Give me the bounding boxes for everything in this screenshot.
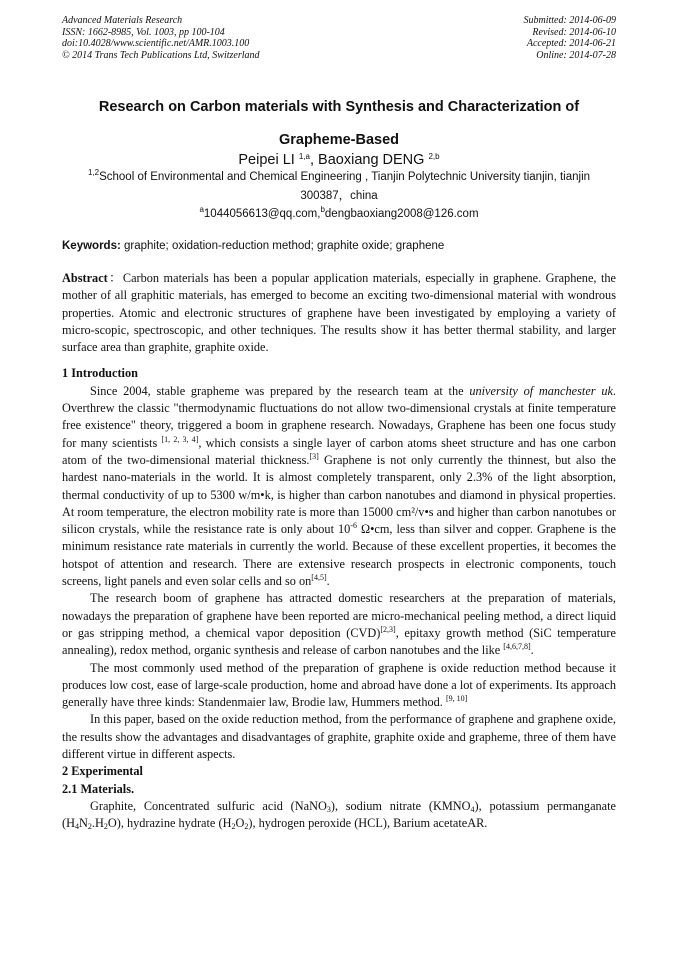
- email-a-marker: a: [199, 205, 204, 214]
- exponent: -6: [350, 521, 357, 531]
- intro-p2-text-2: , epitaxy growth method (SiC temperature annealing), redox method, organic synthesis and release of carbon nanotubes and the like: [62, 625, 616, 658]
- materials-paragraph: [62, 798, 616, 833]
- citation: [2,3]: [380, 624, 396, 634]
- author-1: Peipei LI: [238, 152, 295, 168]
- intro-p1-text-5: Ω•cm, less than silver and copper. Graphene is the minimum resistance rate materials in currently the world. Because of these excellent properties, it becomes the hotspot of attention and research. There are extensive research prospects in electronic components, touch screens, light panels and even solar cells and so on: [62, 522, 616, 589]
- subscript: 2: [231, 822, 236, 832]
- author-1-affil: 1,a: [298, 152, 310, 161]
- intro-p3-text-1: The most commonly used method of the preparation of graphene is oxide reduction method because it produces low cost, ease of large-scale production, home and abroad have done a lot of experiments. Its approach generally have three kinds: Standenmaier law, Brodie law, Hummers method.: [62, 660, 616, 710]
- materials-text-5: .H: [91, 816, 104, 831]
- subscript: 2: [244, 822, 249, 832]
- affiliation-text: School of Environmental and Chemical Engineering , Tianjin Polytechnic University tianjin, tianjin 300387，china: [99, 171, 591, 202]
- author-emails: [40, 205, 638, 223]
- subscript: 3: [326, 804, 331, 814]
- subscript: 2: [87, 822, 92, 832]
- subscript: 4: [470, 804, 475, 814]
- title-line-1: Research on Carbon materials with Synthesis and Characterization of: [98, 99, 580, 115]
- author-separator: ,: [309, 152, 319, 168]
- paper-title: [40, 91, 638, 157]
- intro-p1-text-4: Graphene is not only currently the thinnest, but also the hardest nano-materials in the world. It is almost completely transparent, only 2.3% of the light absorption, thermal conductivity of up to 5300 w/m•k, is higher than carbon nanotubes and diamond in physical properties. At room temperature, the electron mobility rate is more than 15000 cm²/v•s and higher than carbon nanotubes or silicon crystals, while the resistance rate is only about 10: [62, 452, 617, 537]
- section-2-heading: 2 Experimental: [62, 764, 143, 779]
- author-2-affil: 2,b: [428, 152, 440, 161]
- citation: [4,5]: [311, 573, 327, 583]
- journal-doi: doi:10.4028/www.scientific.net/AMR.1003.100: [62, 38, 250, 49]
- subscript: 2: [103, 822, 108, 832]
- intro-p1-text-6: .: [326, 574, 330, 589]
- keywords: [62, 238, 616, 254]
- author-list: [40, 151, 638, 169]
- journal-name: Advanced Materials Research: [62, 15, 183, 26]
- materials-text-7: O: [235, 816, 245, 831]
- email-b: dengbaoxiang2008@126.com: [324, 208, 479, 220]
- intro-p1-text-3: , which consists a single layer of carbon atoms sheet structure and has one carbon atom of the two-dimensional material thickness.: [62, 435, 617, 467]
- intro-paragraph-3: [62, 660, 616, 712]
- date-submitted: Submitted: 2014-06-09: [523, 15, 616, 26]
- abstract-label: Abstract: [62, 271, 108, 285]
- intro-paragraph-4: In this paper, based on the oxide reduction method, from the performance of graphene and graphene oxide, the results show the advantages and disadvantages of graphite, graphite oxide and grapheme, three of them have different virtue in different aspects.: [62, 712, 616, 762]
- abstract-colon: ：: [107, 271, 123, 285]
- materials-text-4: N: [78, 816, 88, 831]
- materials-text-3: ), potassium permanganate (H: [62, 798, 617, 831]
- subscript: 4: [74, 822, 79, 832]
- intro-paragraph-1: [62, 383, 616, 591]
- intro-p1-text-2: . Overthrew the classic "thermodynamic fluctuations do not allow two-dimensional crystals at finite temperature free existence" theory, triggered a boom in graphene research. Nowadays, Graphene has been one focus study for many scientists: [62, 383, 616, 450]
- materials-text-8: ), hydrogen peroxide (HCL), Barium acetateAR.: [248, 816, 488, 831]
- citation: [9, 10]: [445, 694, 468, 704]
- article-dates: [524, 15, 617, 61]
- keywords-label: Keywords:: [62, 240, 121, 252]
- affiliation: [62, 168, 616, 205]
- author-2: Baoxiang DENG: [318, 152, 425, 168]
- journal-copyright: © 2014 Trans Tech Publications Ltd, Switzerland: [62, 49, 260, 61]
- date-revised: Revised: 2014-06-10: [532, 26, 616, 38]
- intro-paragraph-2: [62, 590, 616, 659]
- intro-p1-text-1: Since 2004, stable grapheme was prepared by the research team at the: [90, 383, 470, 398]
- date-online: Online: 2014-07-28: [536, 49, 616, 61]
- citation: [1, 2, 3, 4]: [161, 434, 199, 444]
- materials-text-1: Graphite, Concentrated sulfuric acid (NaNO: [90, 798, 327, 813]
- intro-p1-italic: university of manchester uk: [469, 383, 613, 398]
- abstract-text: Carbon materials has been a popular application materials, especially in graphene. Graphene, the mother of all graphitic materials, has emerged to become an exciting two-dimensional material with wondrous properties. Atomic and electronic structures of graphene have been investigated by employing a variety of micro-scopic, spectroscopic, and other techniques. The results show it has better thermal stability, and larger surface area than graphite, graphite oxide.: [62, 271, 616, 355]
- keywords-text: graphite; oxidation-reduction method; graphite oxide; graphene: [120, 240, 445, 252]
- subsection-2-1-heading: 2.1 Materials.: [62, 781, 135, 796]
- journal-info: [62, 15, 260, 61]
- citation: [4,6,7,8]: [503, 642, 531, 652]
- email-b-marker: b: [320, 205, 325, 214]
- intro-p2-text-3: .: [530, 643, 534, 658]
- journal-issn: ISSN: 1662-8985, Vol. 1003, pp 100-104: [62, 26, 225, 38]
- section-1-heading: 1 Introduction: [62, 366, 138, 381]
- abstract: [62, 270, 616, 356]
- materials-text-2: ), sodium nitrate (KMNO: [330, 798, 471, 813]
- intro-p2-text-1: The research boom of graphene has attracted domestic researchers at the preparation of materials, nowadays the preparation of graphene have been reported are micro-mechanical peeling method, a direct liquid or gas stripping method, a chemical vapor deposition (CVD): [62, 591, 616, 640]
- affiliation-marker: 1,2: [87, 168, 100, 177]
- paper-body: [62, 270, 616, 833]
- title-line-2: Grapheme-Based: [278, 132, 400, 148]
- materials-text-6: O), hydrazine hydrate (H: [107, 816, 232, 831]
- date-accepted: Accepted: 2014-06-21: [526, 38, 616, 49]
- citation: [3]: [309, 451, 319, 461]
- email-a: 1044056613@qq.com,: [203, 208, 321, 220]
